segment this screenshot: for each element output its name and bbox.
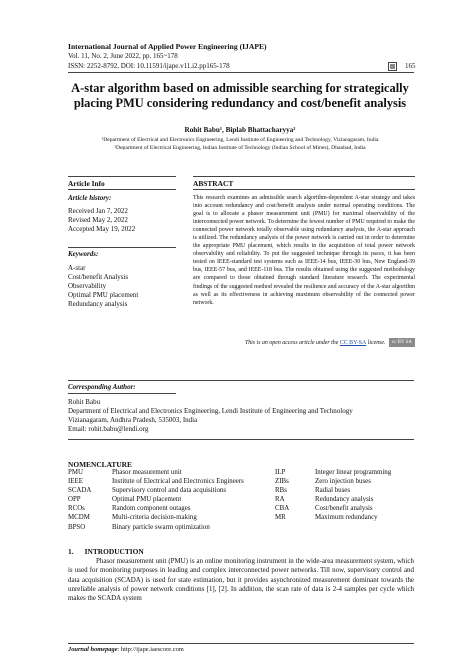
introduction-heading: 1. INTRODUCTION [68, 547, 144, 556]
nomenclature-abbr: OPP [68, 496, 81, 504]
nomenclature-row [68, 495, 244, 504]
history-heading: Article history: [68, 194, 112, 202]
page-number: 165 [405, 62, 416, 70]
keyword-item: Optimal PMU placement [68, 291, 139, 299]
cc-license-badge-icon[interactable]: cc BY SA [389, 338, 415, 347]
article-info-top-rule [68, 176, 176, 177]
journal-homepage-link[interactable]: : http://ijape.iaescore.com [117, 646, 184, 653]
nomenclature-right-column [275, 468, 391, 523]
nomenclature-def: Supervisory control and data acquisitions [112, 487, 227, 495]
license-line [193, 338, 415, 347]
abstract-heading: ABSTRACT [193, 179, 234, 188]
history-received: Received Jan 7, 2022 [68, 207, 128, 215]
abstract-text: This research examines an admissible search algorithm-dependent A-star strategy and takes into account redundancy and cost/benefit analysis under normal operating conditions. The goal is to allocate a phasor measurement unit (PMU) for maximal observability of the interconnected power network. To determine the fewest number of PMU required to make the connected power network totally observable using redundancy analysis, the A-star approach is utilized. The redundancy analysis of the power network is carried out in order to determine the appropriate PMU placement, which results in the acquisition of total power network observability and reliability. To put the suggested technique through its paces, it has been tested on IEEE-standard test systems such as IEEE-14 bus, IEEE-30 bus, New England-39 bus, IEEE-57 bus, and IEEE-118 bus. The results obtained using the suggested methodology are compared to those obtained through standard literature research. The experimental findings of the suggested method revealed the resilience and accuracy of the A-star algorithm as well as its effectiveness in achieving maximum observability of the connected power network. [193, 195, 415, 306]
corresponding-dept: Department of Electrical and Electronics Engineering, Lendi Institute of Engineering and Technology [68, 407, 353, 415]
license-prefix: This is an open access article under the [244, 339, 339, 346]
nomenclature-abbr: RBs [275, 487, 287, 495]
nomenclature-abbr: ZIBs [275, 478, 289, 486]
nomenclature-row [275, 513, 391, 522]
paper-title: A-star algorithm based on admissible searching for strategically placing PMU considering redundancy and cost/benefit analysis [71, 81, 409, 110]
nomenclature-abbr: IEEE [68, 478, 83, 486]
corresponding-heading: Corresponding Author: [68, 383, 136, 391]
license-suffix: license. [367, 339, 386, 346]
keyword-item: Cost/benefit Analysis [68, 273, 129, 281]
nomenclature-abbr: MCDM [68, 514, 90, 522]
nomenclature-row [68, 513, 244, 522]
nomenclature-abbr: CBA [275, 505, 290, 513]
nomenclature-row [68, 486, 244, 495]
history-revised: Revised May 2, 2022 [68, 216, 128, 224]
nomenclature-row [68, 477, 244, 486]
keyword-item: A-star [68, 264, 86, 272]
nomenclature-def: Binary particle swarm optimization [112, 523, 210, 531]
nomenclature-row [275, 468, 391, 477]
nomenclature-def: Radial buses [315, 487, 351, 495]
affiliation-2: ²Department of Electrical Engineering, Indian Institute of Technology (Indian School of Mines), Dhanbad, India [114, 145, 366, 151]
nomenclature-row [275, 486, 391, 495]
nomenclature-abbr: MR [275, 514, 286, 522]
abstract-sub-rule [193, 189, 415, 190]
nomenclature-def: Zero injection buses [315, 478, 371, 486]
nomenclature-def: Institute of Electrical and Electronics Engineers [112, 478, 244, 486]
corresponding-address: Vizianagaram, Andhra Pradesh, 535003, India [68, 416, 198, 424]
corresponding-name: Rohit Babu [68, 398, 101, 406]
nomenclature-row [68, 523, 244, 532]
footer-label: Journal homepage [68, 646, 118, 653]
nomenclature-def: Redundancy analysis [315, 496, 374, 504]
journal-name: International Journal of Applied Power Engineering (IJAPE) [68, 42, 267, 51]
header-divider [68, 72, 414, 73]
nomenclature-row [275, 477, 391, 486]
introduction-text: Phasor measurement unit (PMU) is an online monitoring instrument in the wide-area measurement system, which is used for monitoring purposes in leading and complex interconnected power networks. Till now, supervisory control and data acquisition (SCADA) is used for state estimation, but it provides asynchronized measurement dominant towards the unreliable analysis of power network conditions [1], [2]. In addition, the scan rate of data is 2-4 samples per cycle which makes the SCADA system [68, 557, 414, 603]
authors: Rohit Babu¹, Biplab Bhattacharyya² [184, 126, 296, 134]
history-accepted: Accepted May 19, 2022 [68, 225, 136, 233]
nomenclature-row [275, 495, 391, 504]
nomenclature-row [275, 504, 391, 513]
journal-volume: Vol. 11, No. 2, June 2022, pp. 165~178 [68, 52, 178, 60]
nomenclature-left-column [68, 468, 244, 532]
corresponding-email: Email: rohit.babu@lendi.org [68, 425, 149, 433]
nomenclature-def: Multi-criteria decision-making [112, 514, 197, 522]
footer-rule [68, 643, 414, 644]
keyword-item: Observability [68, 282, 107, 290]
footer [68, 646, 184, 653]
nomenclature-def: Integer linear programming [315, 469, 392, 476]
nomenclature-abbr: RCOs [68, 505, 85, 513]
abstract-top-rule [193, 176, 415, 177]
nomenclature-def: Maximum redundancy [315, 514, 378, 522]
article-info-sub-rule [68, 189, 176, 190]
keywords-rule [68, 247, 176, 248]
nomenclature-def: Random component outages [112, 505, 191, 513]
nomenclature-row [68, 504, 244, 513]
keywords-heading: Keywords: [68, 250, 99, 258]
nomenclature-abbr: RA [275, 496, 285, 504]
nomenclature-def: Optimal PMU placement [112, 496, 182, 504]
affiliation-1: ¹Department of Electrical and Electronics Engineering, Lendi Institute of Engineering and Technology, Vizianagaram, India [101, 137, 379, 143]
nomenclature-def: Cost/benefit analysis [315, 505, 373, 513]
keyword-item: Redundancy analysis [68, 300, 128, 308]
nomenclature-abbr: BPSO [68, 523, 86, 531]
corresponding-sub-rule [68, 393, 176, 394]
nomenclature-def: Phasor measurement unit [112, 469, 182, 476]
nomenclature-row [68, 468, 244, 477]
license-link[interactable]: CC BY-SA [339, 339, 367, 346]
corresponding-bottom-rule [68, 439, 414, 440]
nomenclature-abbr: PMU [68, 469, 83, 476]
journal-issn: ISSN: 2252-8792, DOI: 10.11591/ijape.v11.i2.pp165-178 [68, 62, 230, 70]
nomenclature-heading: NOMENCLATURE [68, 460, 132, 469]
corresponding-top-rule [68, 380, 414, 381]
journal-logo-icon [388, 62, 397, 71]
nomenclature-abbr: ILP [275, 469, 286, 476]
nomenclature-abbr: SCADA [68, 487, 92, 495]
article-info-heading: Article Info [68, 179, 105, 188]
